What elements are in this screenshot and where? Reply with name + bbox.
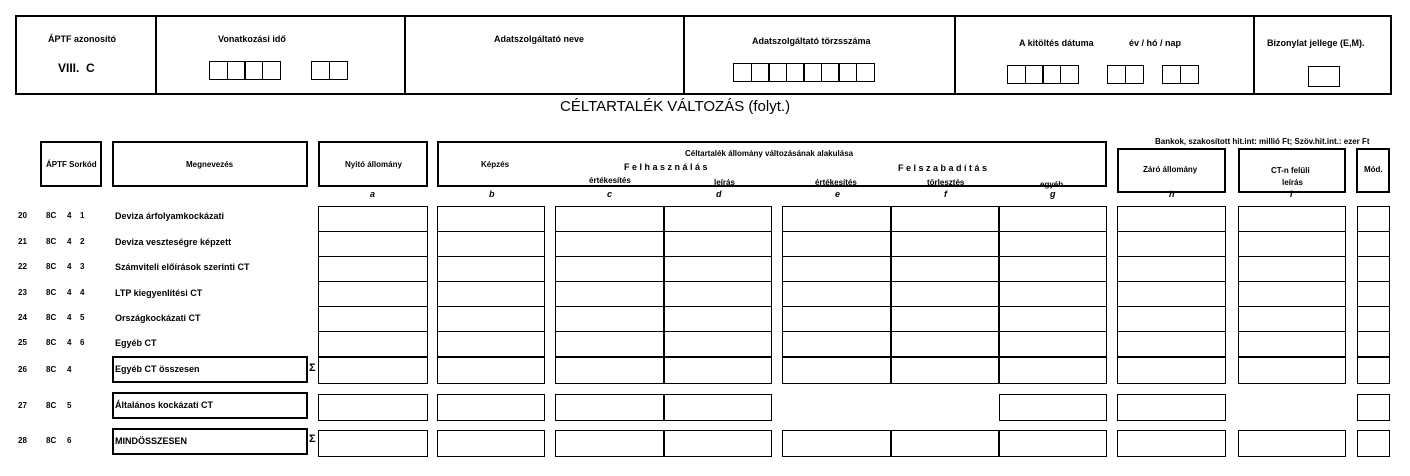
input-cell-row25-f[interactable] [891,331,999,357]
bizonylat-label: Bizonylat jellege (E,M). [1267,38,1365,48]
vonatkozasi-year-boxes[interactable] [209,61,279,85]
input-cell-row22-e[interactable] [782,256,891,282]
row-code-3: 4 [80,288,85,297]
header-divider-3 [683,15,685,95]
input-cell-row25-b[interactable] [437,331,545,357]
row-number: 27 [18,401,27,410]
col-header-ctn-leiras-label: leírás [1282,178,1303,187]
input-cell-row23-e[interactable] [782,281,891,307]
input-cell-row20-h[interactable] [1117,206,1226,232]
col-header-felsz-egyeb-label: egyéb [1040,180,1064,189]
sigma-symbol: Σ [309,433,316,445]
input-cell-row20-i[interactable] [1238,206,1346,232]
input-cell-row24-e[interactable] [782,306,891,332]
input-cell-row28-f[interactable] [891,430,999,457]
aptf-code: VIII. C [58,61,95,75]
row-code-3: 2 [80,237,85,246]
input-cell-row22-g[interactable] [999,256,1107,282]
datum-format-label: év / hó / nap [1129,38,1182,48]
input-cell-row20-e[interactable] [782,206,891,232]
col-letter-g: g [1050,189,1056,199]
sigma-symbol: Σ [309,362,316,374]
input-cell-row21-e[interactable] [782,231,891,257]
col-header-sorkod-label: ÁPTF Sorkód [46,160,97,169]
input-cell-row21-d[interactable] [664,231,772,257]
col-header-felhasznalas-label: F e l h a s z n á l á s [624,162,708,172]
row-number: 26 [18,365,27,374]
input-cell-row21-h[interactable] [1117,231,1226,257]
input-cell-row24-a[interactable] [318,306,428,332]
input-cell-row23-h[interactable] [1117,281,1226,307]
input-cell-row20-c[interactable] [555,206,664,232]
input-cell-row22-h[interactable] [1117,256,1226,282]
row-label: Egyéb CT [115,338,157,348]
adatszolgaltato-neve-label: Adatszolgáltató neve [494,34,585,44]
col-header-felsz-ertekesites-label: értékesítés [815,178,857,187]
unit-note: Bankok, szakosított hit.int: millió Ft; Szöv.hit.int.: ezer Ft [1155,137,1370,146]
col-header-alakulas-label: Céltartalék állomány változásának alakulása [685,149,854,158]
input-cell-row23-i[interactable] [1238,281,1346,307]
torzsszam-boxes[interactable] [733,63,873,87]
input-cell-row26-e[interactable] [782,357,891,384]
bizonylat-box[interactable] [1308,66,1340,87]
row-code-2: 4 [67,313,72,322]
input-cell-row24-h[interactable] [1117,306,1226,332]
row-number: 23 [18,288,27,297]
row-code-3: 6 [80,338,85,347]
input-cell-row24-g[interactable] [999,306,1107,332]
input-cell-row23-f[interactable] [891,281,999,307]
col-letter-f: f [944,189,947,199]
col-header-felszabaditas-label: F e l s z a b a d í t á s [898,163,988,173]
row-code-3: 3 [80,262,85,271]
input-cell-row20-a[interactable] [318,206,428,232]
input-cell-row20-f[interactable] [891,206,999,232]
row-code-1: 8C [46,237,57,246]
row-code-2: 4 [67,338,72,347]
col-letter-c: c [607,189,613,199]
input-cell-row26-d[interactable] [664,357,772,384]
col-letter-b: b [489,189,495,199]
input-cell-row28-b[interactable] [437,430,545,457]
row-code-1: 8C [46,211,57,220]
row-number: 28 [18,436,27,445]
col-letter-a: a [370,189,376,199]
row-label: Egyéb CT összesen [115,364,200,374]
input-cell-row28-g[interactable] [999,430,1107,457]
input-cell-row25-i[interactable] [1238,331,1346,357]
row-label: Országkockázati CT [115,313,201,323]
col-header-nyito-label: Nyitó állomány [345,160,402,169]
row-code-2: 4 [67,365,72,374]
input-cell-row27-g[interactable] [999,394,1107,421]
col-letter-e: e [835,189,841,199]
col-header-kepzes-label: Képzés [481,160,510,169]
header-divider-5 [1253,15,1255,95]
row-code-3: 5 [80,313,85,322]
input-cell-row25-d[interactable] [664,331,772,357]
input-cell-row28-e[interactable] [782,430,891,457]
input-cell-row20-mod[interactable] [1357,206,1390,232]
input-cell-row28-a[interactable] [318,430,428,457]
input-cell-row28-d[interactable] [664,430,772,457]
input-cell-row24-f[interactable] [891,306,999,332]
input-cell-row28-c[interactable] [555,430,664,457]
row-code-2: 4 [67,288,72,297]
input-cell-row26-g[interactable] [999,357,1107,384]
input-cell-row24-mod[interactable] [1357,306,1390,332]
input-cell-row27-d[interactable] [664,394,772,421]
col-header-ctn-label: CT-n felüli [1271,166,1310,175]
input-cell-row23-a[interactable] [318,281,428,307]
input-cell-row23-g[interactable] [999,281,1107,307]
input-cell-row26-a[interactable] [318,357,428,384]
input-cell-row23-d[interactable] [664,281,772,307]
row-code-1: 8C [46,313,57,322]
kitoltes-year-boxes[interactable] [1007,65,1077,89]
col-header-felh-leiras-label: leírás [714,178,735,187]
row-code-2: 4 [67,237,72,246]
input-cell-row27-h[interactable] [1117,394,1226,421]
input-cell-row27-b[interactable] [437,394,545,421]
input-cell-row22-i[interactable] [1238,256,1346,282]
row-code-2: 4 [67,211,72,220]
input-cell-row20-g[interactable] [999,206,1107,232]
input-cell-row28-mod[interactable] [1357,430,1390,457]
row-number: 22 [18,262,27,271]
input-cell-row26-c[interactable] [555,357,664,384]
row-code-1: 8C [46,401,57,410]
row-code-1: 8C [46,365,57,374]
input-cell-row21-a[interactable] [318,231,428,257]
input-cell-row28-i[interactable] [1238,430,1346,457]
input-cell-row27-mod[interactable] [1357,394,1390,421]
row-number: 25 [18,338,27,347]
vonatkozasi-month-boxes[interactable] [311,61,346,85]
kitoltes-day-boxes[interactable] [1162,65,1197,89]
row-code-1: 8C [46,436,57,445]
input-cell-row25-mod[interactable] [1357,331,1390,357]
row-code-1: 8C [46,288,57,297]
input-cell-row26-i[interactable] [1238,357,1346,384]
header-divider-4 [954,15,956,95]
input-cell-row25-e[interactable] [782,331,891,357]
input-cell-row21-mod[interactable] [1357,231,1390,257]
input-cell-row26-h[interactable] [1117,357,1226,384]
input-cell-row24-d[interactable] [664,306,772,332]
kitoltes-label: A kitöltés dátuma [1019,38,1094,48]
input-cell-row26-f[interactable] [891,357,999,384]
row-code-2: 6 [67,436,72,445]
input-cell-row23-b[interactable] [437,281,545,307]
input-cell-row25-a[interactable] [318,331,428,357]
row-code-1: 8C [46,338,57,347]
input-cell-row21-i[interactable] [1238,231,1346,257]
input-cell-row22-c[interactable] [555,256,664,282]
col-header-megnevezes-label: Megnevezés [186,160,234,169]
col-header-mod-label: Mód. [1364,165,1383,174]
input-cell-row21-g[interactable] [999,231,1107,257]
input-cell-row21-f[interactable] [891,231,999,257]
input-cell-row22-mod[interactable] [1357,256,1390,282]
torzsszam-label: Adatszolgáltató törzsszáma [752,36,871,46]
row-number: 21 [18,237,27,246]
input-cell-row24-c[interactable] [555,306,664,332]
kitoltes-month-boxes[interactable] [1107,65,1142,89]
col-letter-h: h [1169,189,1175,199]
input-cell-row27-a[interactable] [318,394,428,421]
aptf-label: ÁPTF azonosító [48,34,116,44]
header-divider-2 [404,15,406,95]
col-header-felsz-torlesztes-label: törlesztés [927,178,965,187]
input-cell-row25-c[interactable] [555,331,664,357]
col-header-zaro-label: Záró állomány [1143,165,1198,174]
input-cell-row24-b[interactable] [437,306,545,332]
input-cell-row26-mod[interactable] [1357,357,1390,384]
header-divider-1 [155,15,157,95]
col-header-alakulas [437,141,1107,187]
input-cell-row22-d[interactable] [664,256,772,282]
row-code-2: 4 [67,262,72,271]
input-cell-row23-mod[interactable] [1357,281,1390,307]
input-cell-row20-b[interactable] [437,206,545,232]
row-label: Számviteli előírások szerinti CT [115,262,250,272]
input-cell-row20-d[interactable] [664,206,772,232]
input-cell-row25-g[interactable] [999,331,1107,357]
col-letter-i: i [1290,189,1293,199]
vonatkozasi-label: Vonatkozási idő [218,34,286,44]
input-cell-row23-c[interactable] [555,281,664,307]
input-cell-row21-b[interactable] [437,231,545,257]
row-code-3: 1 [80,211,85,220]
input-cell-row21-c[interactable] [555,231,664,257]
input-cell-row28-h[interactable] [1117,430,1226,457]
input-cell-row22-b[interactable] [437,256,545,282]
col-header-felh-ertekesites-label: értékesítés [589,176,631,185]
col-letter-d: d [716,189,722,199]
input-cell-row22-f[interactable] [891,256,999,282]
input-cell-row27-c[interactable] [555,394,664,421]
input-cell-row24-i[interactable] [1238,306,1346,332]
row-number: 20 [18,211,27,220]
row-label: MINDÖSSZESEN [115,436,188,446]
input-cell-row26-b[interactable] [437,357,545,384]
page-title: CÉLTARTALÉK VÁLTOZÁS (folyt.) [560,98,791,115]
input-cell-row25-h[interactable] [1117,331,1226,357]
input-cell-row22-a[interactable] [318,256,428,282]
row-number: 24 [18,313,27,322]
row-code-1: 8C [46,262,57,271]
row-label: Deviza árfolyamkockázati [115,211,225,221]
row-label: LTP kiegyenlítési CT [115,288,203,298]
row-label: Deviza veszteségre képzett [115,237,232,247]
row-code-2: 5 [67,401,72,410]
row-label: Általános kockázati CT [115,400,214,410]
